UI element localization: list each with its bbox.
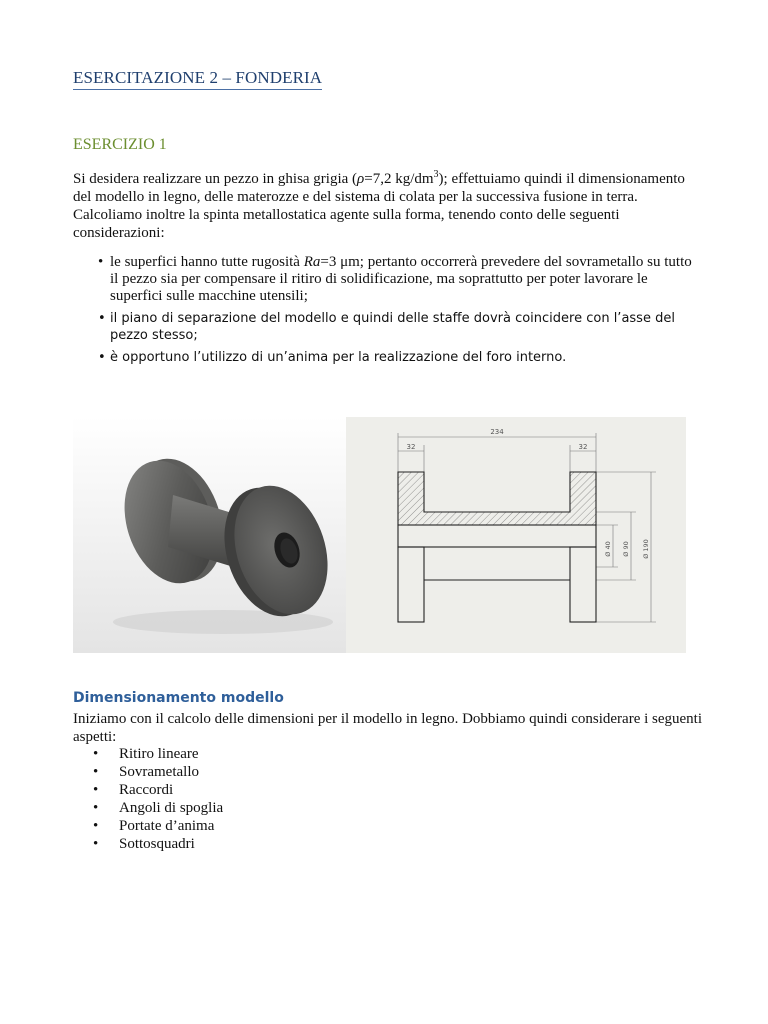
aspect-text: Raccordi — [119, 782, 174, 798]
list-item — [93, 817, 223, 835]
dia-inner-label: Ø 40 — [604, 541, 612, 557]
list-item — [93, 835, 223, 853]
aspect-text: Sovrametallo — [119, 764, 199, 780]
bullet-text-post: =3 μm; pertanto occorrerà prevedere del sovrametallo su tutto il pezzo sia per compensare il ritiro di solidificazione, ma soprattutto per poter lavorare le superfici sulle macchine utensili; — [110, 254, 692, 304]
dim-right-label: 32 — [578, 443, 588, 451]
aspect-text: Portate d’anima — [119, 818, 215, 834]
bullet-icon: • — [98, 254, 104, 270]
part-3d-render — [73, 417, 346, 653]
bullet-text: il piano di separazione del modello e quindi delle staffe dovrà coincidere con l’asse del pezzo stesso; — [110, 311, 675, 343]
aspect-text: Sottosquadri — [119, 836, 195, 852]
intro-text-3: ); effettuiamo quindi il dimensionamento del modello in legno, delle materozze e del sistema di colata per la successiva fusione in terra. Calcoliamo inoltre la spinta metallostatica agente sulla forma, tenendo conto delle seguenti considerazioni: — [73, 171, 685, 241]
intro-text-1: Si desidera realizzare un pezzo in ghisa grigia ( — [73, 171, 358, 187]
dim-left-label: 32 — [406, 443, 416, 451]
list-item — [93, 781, 223, 799]
list-item — [73, 349, 703, 366]
bullet-icon: • — [98, 350, 106, 365]
rho-symbol: ρ — [357, 171, 365, 187]
aspects-list — [93, 745, 223, 853]
dim-total-label: 234 — [490, 428, 504, 436]
bullet-icon: • — [93, 746, 99, 762]
bullet-icon: • — [93, 818, 99, 834]
list-item — [93, 763, 223, 781]
list-item — [73, 310, 703, 344]
exercise-title: ESERCIZIO 1 — [73, 136, 167, 153]
section-paragraph: Iniziamo con il calcolo delle dimensioni per il modello in legno. Dobbiamo quindi considerare i seguenti aspetti: — [73, 711, 703, 745]
intro-paragraph — [73, 166, 703, 242]
bullet-text: è opportuno l’utilizzo di un’anima per la realizzazione del foro interno. — [110, 350, 567, 365]
bullet-icon: • — [93, 764, 99, 780]
list-item — [93, 745, 223, 763]
aspect-text: Ritiro lineare — [119, 746, 199, 762]
figure — [73, 417, 686, 653]
ra-symbol: Ra — [303, 254, 321, 270]
dia-outer-label: Ø 190 — [642, 539, 650, 559]
section-title: Dimensionamento modello — [73, 690, 284, 706]
bullet-icon: • — [93, 782, 99, 798]
render-shadow — [113, 610, 333, 634]
bullet-icon: • — [98, 311, 106, 326]
technical-drawing — [346, 417, 686, 653]
intro-superscript: 3 — [433, 169, 439, 180]
document-title: ESERCITAZIONE 2 – FONDERIA — [73, 68, 322, 90]
dia-mid-label: Ø 90 — [622, 541, 630, 557]
drawing-background — [346, 417, 686, 653]
list-item — [93, 799, 223, 817]
considerations-list — [73, 254, 703, 371]
intro-text-2: =7,2 kg/dm — [364, 171, 434, 187]
aspect-text: Angoli di spoglia — [119, 800, 224, 816]
bullet-icon: • — [93, 800, 99, 816]
bullet-icon: • — [93, 836, 99, 852]
list-item — [73, 254, 703, 305]
bullet-text-pre: le superfici hanno tutte rugosità — [110, 254, 304, 270]
